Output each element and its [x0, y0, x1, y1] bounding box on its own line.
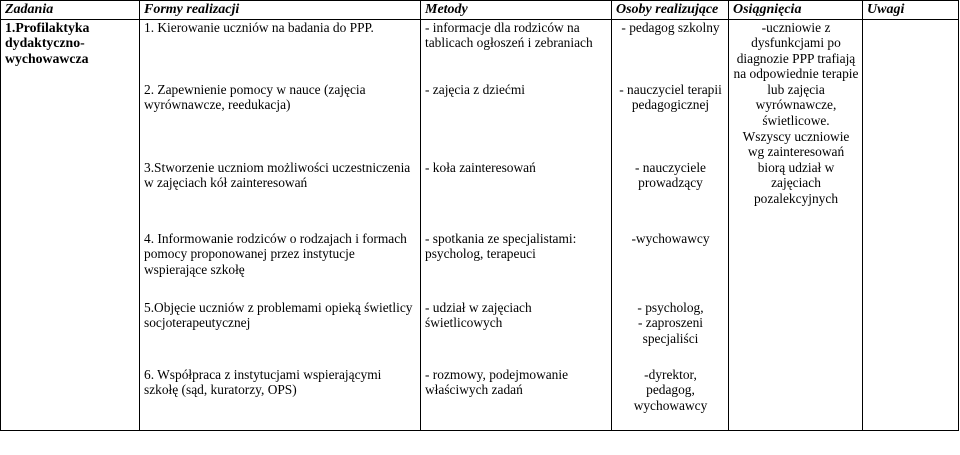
method-entry-6 — [425, 367, 608, 398]
method-text-1: - informacje dla rodziców na tablicach ogłoszeń i zebraniach — [425, 19, 593, 51]
people-entry-1 — [616, 20, 725, 82]
people-entry-4 — [616, 231, 725, 300]
task-title-line-3: wychowawcza — [5, 50, 89, 66]
people-text-3: - nauczyciele prowadzący — [635, 159, 706, 191]
people-entry-5 — [616, 300, 725, 367]
people-text-2: - nauczyciel terapii pedagogicznej — [619, 81, 722, 113]
people-text-5-line-1: - psycholog, — [637, 299, 704, 315]
notes-cell — [863, 19, 959, 430]
header-metody: Metody — [421, 1, 612, 20]
table-row — [1, 19, 959, 430]
form-text-6: 6. Współpraca z instytucjami wspierającymi szkołę (sąd, kuratorzy, OPS) — [144, 366, 382, 398]
method-entry-5 — [425, 300, 608, 367]
people-cell — [612, 19, 729, 430]
achievements-part-1: -uczniowie z dysfunkcjami po diagnozie PPP trafiają na odpowiednie terapie lub zajęcia wyrównawcze, świetlicowe. — [733, 19, 859, 129]
form-text-5: 5.Objęcie uczniów z problemami opieką świetlicy socjoterapeutycznej — [144, 299, 413, 331]
method-entry-2 — [425, 82, 608, 160]
header-osoby: Osoby realizujące — [612, 1, 729, 20]
method-entry-3 — [425, 160, 608, 231]
task-title-line-1: 1.Profilaktyka — [5, 19, 90, 35]
header-row — [1, 1, 959, 20]
achievements-part-2: Wszyscy uczniowie wg zainteresowań biorą udział w zajęciach pozalekcyjnych — [742, 128, 850, 207]
method-text-5: - udział w zajęciach świetlicowych — [425, 299, 532, 331]
people-text-5-line-2: - zaproszeni — [637, 315, 704, 331]
people-text-6-line-2: pedagog, — [646, 382, 695, 398]
people-text-6-line-3: wychowawcy — [633, 397, 708, 413]
form-entry-1 — [144, 20, 417, 82]
form-entry-6 — [144, 367, 417, 398]
method-text-3: - koła zainteresowań — [425, 159, 536, 175]
form-text-4: 4. Informowanie rodziców o rodzajach i formach pomocy proponowanej przez instytucje wspierające szkołę — [144, 230, 407, 277]
form-text-2: 2. Zapewnienie pomocy w nauce (zajęcia wyrównawcze, reedukacja) — [144, 81, 366, 113]
people-entry-3 — [616, 160, 725, 231]
method-text-6: - rozmowy, podejmowanie właściwych zadań — [425, 366, 569, 398]
method-text-4: - spotkania ze specjalistami: psycholog, terapeuci — [425, 230, 577, 262]
form-entry-4 — [144, 231, 417, 300]
header-formy: Formy realizacji — [140, 1, 421, 20]
header-uwagi: Uwagi — [863, 1, 959, 20]
task-cell — [1, 19, 140, 430]
people-text-1: - pedagog szkolny — [621, 19, 720, 35]
people-text-6-line-1: -dyrektor, — [644, 366, 697, 382]
method-text-2: - zajęcia z dziećmi — [425, 81, 525, 97]
form-text-1: 1. Kierowanie uczniów na badania do PPP. — [144, 19, 374, 35]
header-osiagniecia: Osiągnięcia — [729, 1, 863, 20]
form-text-3: 3.Stworzenie uczniom możliwości uczestniczenia w zajęciach kół zainteresowań — [144, 159, 411, 191]
people-entry-2 — [616, 82, 725, 160]
people-text-4: -wychowawcy — [631, 230, 710, 246]
header-zadania: Zadania — [1, 1, 140, 20]
achievements-cell — [729, 19, 863, 430]
form-entry-5 — [144, 300, 417, 367]
method-entry-1 — [425, 20, 608, 82]
task-title-line-2: dydaktyczno- — [5, 35, 85, 51]
method-entry-4 — [425, 231, 608, 300]
people-entry-6 — [616, 367, 725, 414]
form-entry-3 — [144, 160, 417, 231]
form-entry-2 — [144, 82, 417, 160]
forms-cell — [140, 19, 421, 430]
people-text-5-line-3: specjaliści — [642, 330, 699, 346]
methods-cell — [421, 19, 612, 430]
